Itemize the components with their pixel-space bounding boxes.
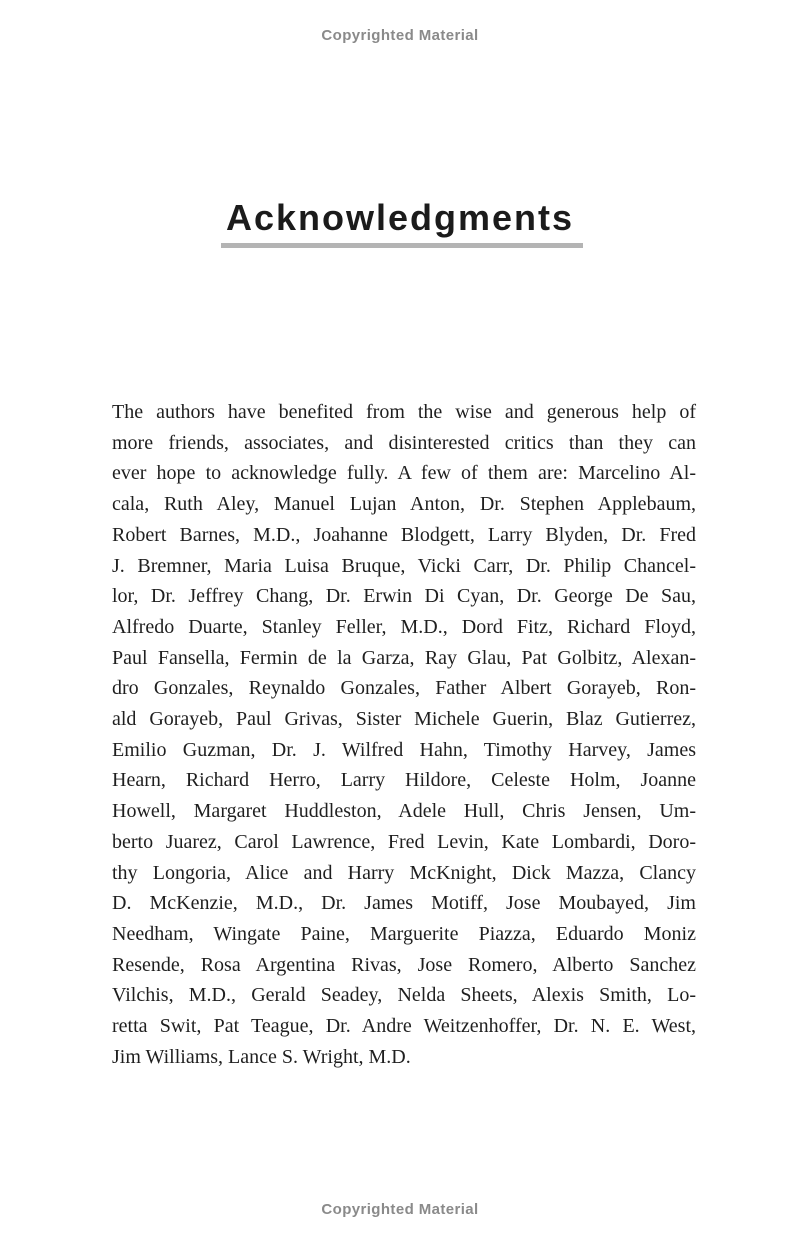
body-line: ever hope to acknowledge fully. A few of them are: Marcelino Al- <box>112 462 696 485</box>
body-line: Needham, Wingate Paine, Marguerite Piazza, Eduardo Moniz <box>112 922 696 945</box>
body-line: Alfredo Duarte, Stanley Feller, M.D., Dord Fitz, Richard Floyd, <box>112 615 696 638</box>
body-line: J. Bremner, Maria Luisa Bruque, Vicki Carr, Dr. Philip Chancel- <box>112 554 696 577</box>
body-paragraph <box>112 397 696 1072</box>
body-line: retta Swit, Pat Teague, Dr. Andre Weitzenhoffer, Dr. N. E. West, <box>112 1015 696 1038</box>
body-line: The authors have benefited from the wise and generous help of <box>112 401 696 423</box>
body-line: dro Gonzales, Reynaldo Gonzales, Father Albert Gorayeb, Ron- <box>112 677 696 700</box>
body-line: Jim Williams, Lance S. Wright, M.D. <box>112 1045 411 1068</box>
copyright-watermark-bottom: Copyrighted Material <box>321 1201 479 1218</box>
body-line: Vilchis, M.D., Gerald Seadey, Nelda Sheets, Alexis Smith, Lo- <box>112 984 696 1007</box>
body-line: ald Gorayeb, Paul Grivas, Sister Michele Guerin, Blaz Gutierrez, <box>112 708 696 731</box>
copyright-watermark-top: Copyrighted Material <box>321 27 479 44</box>
body-line: more friends, associates, and disinterested critics than they can <box>112 431 696 454</box>
body-line: Paul Fansella, Fermin de la Garza, Ray Glau, Pat Golbitz, Alexan- <box>112 646 696 669</box>
page-title: Acknowledgments <box>225 197 575 238</box>
body-line: Robert Barnes, M.D., Joahanne Blodgett, Larry Blyden, Dr. Fred <box>112 523 696 546</box>
body-line: Resende, Rosa Argentina Rivas, Jose Romero, Alberto Sanchez <box>112 953 696 976</box>
body-line: berto Juarez, Carol Lawrence, Fred Levin, Kate Lombardi, Doro- <box>112 830 696 853</box>
body-line: lor, Dr. Jeffrey Chang, Dr. Erwin Di Cyan, Dr. George De Sau, <box>112 585 696 608</box>
body-line: D. McKenzie, M.D., Dr. James Motiff, Jose Moubayed, Jim <box>112 892 696 915</box>
title-underline-rule <box>221 243 583 248</box>
body-line: Emilio Guzman, Dr. J. Wilfred Hahn, Timothy Harvey, James <box>112 738 696 761</box>
body-line: cala, Ruth Aley, Manuel Lujan Anton, Dr. Stephen Applebaum, <box>112 493 696 516</box>
body-line: Howell, Margaret Huddleston, Adele Hull, Chris Jensen, Um- <box>112 800 696 823</box>
body-line: Hearn, Richard Herro, Larry Hildore, Celeste Holm, Joanne <box>112 769 696 792</box>
body-line: thy Longoria, Alice and Harry McKnight, Dick Mazza, Clancy <box>112 861 696 884</box>
